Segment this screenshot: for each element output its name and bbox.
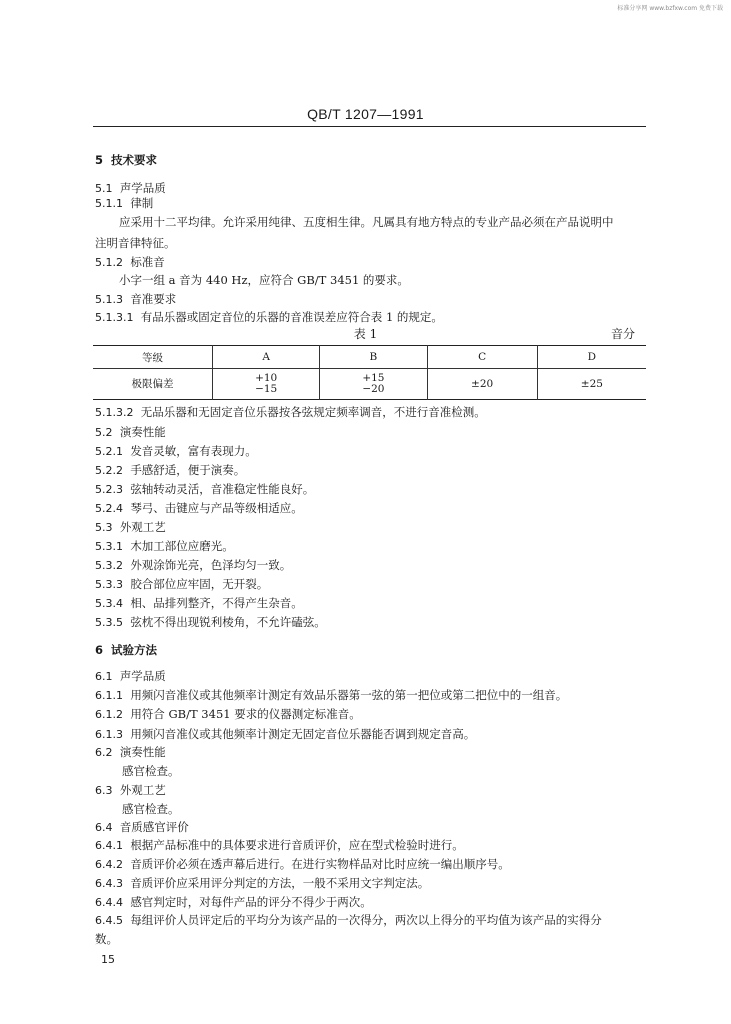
clause-5-1-1-text: 应采用十二平均律。允许采用纯律、五度相生律。凡属具有地方特点的专业产品必须在产品说明中: [119, 215, 614, 229]
clause-6-2: [95, 745, 166, 760]
clause-5-3: [95, 520, 166, 535]
cell-d: ±25: [537, 369, 646, 400]
clause-number: 5.3.2: [95, 559, 123, 572]
clause-title: 音准要求: [130, 292, 177, 306]
clause-text: 音质评价应采用评分判定的方法，一般不采用文字判定法。: [130, 876, 430, 890]
clause-5-2-4: [95, 501, 303, 516]
clause-number: 5.2.2: [95, 464, 123, 477]
table-header-row: [93, 346, 646, 369]
clause-number: 5.2.1: [95, 445, 123, 458]
cell-a-upper: +10: [255, 372, 278, 384]
clause-text: 琴弓、击键应与产品等级相适应。: [130, 501, 303, 515]
clause-5-3-4: [95, 596, 303, 611]
clause-text: 相、品排列整齐，不得产生杂音。: [130, 596, 303, 610]
clause-5-1-3: [95, 292, 176, 307]
clause-5-1-3-2: [95, 405, 486, 420]
clause-6-4-2: [95, 857, 510, 872]
clause-number: 6.4.2: [95, 858, 123, 871]
watermark: 标准分享网 www.bzfxw.com 免费下载: [617, 5, 723, 12]
section-title: 试验方法: [111, 643, 158, 657]
clause-6-1-2: [95, 707, 361, 722]
clause-6-3-text: 感官检查。: [122, 802, 180, 816]
clause-text: 无品乐器和无固定音位乐器按各弦规定频率调音，不进行音准检测。: [140, 405, 486, 419]
header-c: C: [427, 346, 537, 369]
clause-5-2-3: [95, 482, 314, 497]
clause-text: 弦枕不得出现锐利棱角，不允许磕弦。: [130, 615, 326, 629]
clause-6-4: [95, 820, 189, 835]
section-5-heading: [95, 153, 157, 167]
table-title: 表 1: [353, 327, 378, 341]
clause-text: 音质评价必须在透声幕后进行。在进行实物样品对比时应统一编出顺序号。: [130, 857, 510, 871]
header-grade: 等级: [93, 346, 213, 369]
clause-text: 发音灵敏，富有表现力。: [130, 444, 257, 458]
clause-number: 5.3.3: [95, 578, 123, 591]
cell-a: [213, 369, 320, 400]
row-label: 极限偏差: [131, 377, 174, 390]
clause-number: 5.1.1: [95, 197, 123, 210]
cell-b: [320, 369, 427, 400]
cell-a-lower: −15: [255, 383, 278, 395]
clause-5-2-1: [95, 444, 257, 459]
clause-number: 5.2.4: [95, 502, 123, 515]
clause-5-1-2: [95, 255, 165, 270]
header-d: D: [537, 346, 646, 369]
clause-5-3-1: [95, 539, 234, 554]
clause-number: 6.4.3: [95, 877, 123, 890]
section-6-heading: [95, 643, 157, 657]
clause-title: 演奏性能: [119, 745, 166, 759]
clause-number: 6.4.4: [95, 896, 123, 909]
clause-number: 6.2: [95, 746, 113, 759]
clause-number: 6.1: [95, 670, 113, 683]
clause-number: 6.1.1: [95, 689, 123, 702]
clause-title: 演奏性能: [119, 425, 166, 439]
cell-b-upper: +15: [362, 372, 385, 384]
clause-6-4-1: [95, 838, 464, 853]
clause-text: 木加工部位应磨光。: [130, 539, 234, 553]
header-b: B: [320, 346, 427, 369]
clause-5-3-5: [95, 615, 326, 630]
clause-5-1: [95, 181, 166, 196]
clause-5-1-1: [95, 196, 153, 211]
clause-5-3-3: [95, 577, 268, 592]
clause-number: 5.2.3: [95, 483, 123, 496]
table-unit: 音分: [611, 327, 636, 341]
clause-title: 外观工艺: [119, 520, 166, 534]
clause-number: 6.1.3: [95, 728, 123, 741]
clause-number: 5.1.3.1: [95, 311, 134, 324]
clause-title: 标准音: [130, 255, 165, 269]
clause-6-4-3: [95, 876, 429, 891]
clause-5-2: [95, 425, 166, 440]
clause-title: 声学品质: [119, 669, 166, 683]
clause-6-1-1: [95, 688, 567, 703]
clause-number: 6.4.5: [95, 914, 123, 927]
clause-6-4-5-cont: 数。: [95, 932, 118, 946]
clause-6-4-5: [95, 913, 602, 928]
clause-number: 5.1.3: [95, 293, 123, 306]
clause-5-3-2: [95, 558, 291, 573]
section-number: 6: [95, 643, 104, 657]
clause-text: 每组评价人员评定后的平均分为该产品的一次得分，两次以上得分的平均值为该产品的实得分: [130, 913, 602, 927]
clause-text: 外观涂饰光亮，色泽均匀一致。: [130, 558, 292, 572]
table-row: [93, 369, 646, 400]
clause-text: 胶合部位应牢固，无开裂。: [130, 577, 269, 591]
standard-number-header: QB/T 1207—1991: [307, 106, 424, 122]
clause-title: 律制: [130, 196, 154, 210]
clause-number: 5.3: [95, 521, 113, 534]
clause-title: 声学品质: [119, 181, 166, 195]
clause-text: 感官判定时，对每件产品的评分不得少于两次。: [130, 895, 372, 909]
clause-5-1-2-text: 小字一组 a 音为 440 Hz，应符合 GB/T 3451 的要求。: [119, 273, 409, 287]
section-title: 技术要求: [111, 153, 158, 167]
clause-text: 弦轴转动灵活，音准稳定性能良好。: [130, 482, 315, 496]
clause-6-3: [95, 783, 166, 798]
clause-6-1: [95, 669, 166, 684]
clause-6-4-4: [95, 895, 372, 910]
clause-number: 5.2: [95, 426, 113, 439]
clause-5-1-3-1: [95, 310, 443, 325]
clause-number: 6.4: [95, 821, 113, 834]
section-number: 5: [95, 153, 104, 167]
clause-6-1-3: [95, 727, 475, 742]
clause-number: 5.3.1: [95, 540, 123, 553]
clause-text: 用符合 GB/T 3451 要求的仪器测定标准音。: [130, 707, 361, 721]
clause-number: 6.4.1: [95, 839, 123, 852]
clause-5-2-2: [95, 463, 245, 478]
clause-6-2-text: 感官检查。: [122, 764, 180, 778]
header-rule: [93, 126, 646, 127]
clause-title: 音质感官评价: [119, 820, 189, 834]
clause-text: 手感舒适，便于演奏。: [130, 463, 246, 477]
clause-number: 6.1.2: [95, 708, 123, 721]
header-a: A: [213, 346, 320, 369]
clause-title: 外观工艺: [119, 783, 166, 797]
clause-number: 5.1.2: [95, 256, 123, 269]
tolerance-table: [93, 345, 646, 400]
clause-text: 用频闪音准仪或其他频率计测定有效品乐器第一弦的第一把位或第二把位中的一组音。: [130, 688, 568, 702]
clause-number: 5.3.4: [95, 597, 123, 610]
clause-number: 5.3.5: [95, 616, 123, 629]
clause-text: 用频闪音准仪或其他频率计测定无固定音位乐器能否调到规定音高。: [130, 727, 476, 741]
clause-number: 5.1.3.2: [95, 406, 134, 419]
clause-number: 6.3: [95, 784, 113, 797]
clause-number: 5.1: [95, 182, 113, 195]
cell-b-lower: −20: [362, 383, 385, 395]
clause-5-1-1-text-cont: 注明音律特征。: [95, 236, 176, 250]
cell-c: ±20: [427, 369, 537, 400]
page-number: 15: [101, 953, 115, 966]
clause-text: 有品乐器或固定音位的乐器的音准误差应符合表 1 的规定。: [140, 310, 443, 324]
clause-text: 根据产品标准中的具体要求进行音质评价，应在型式检验时进行。: [130, 838, 464, 852]
